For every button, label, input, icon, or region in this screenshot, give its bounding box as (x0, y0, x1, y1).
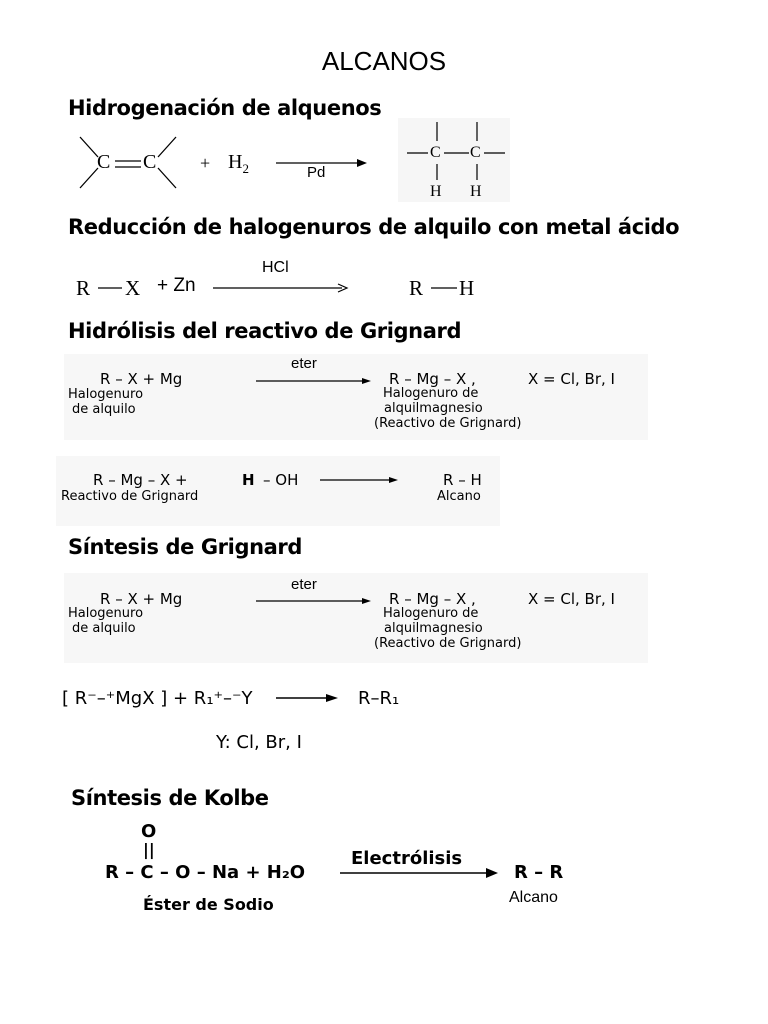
kolbe-double-bond: || (143, 840, 155, 859)
synthesis-eq1-condition: eter (291, 576, 317, 593)
synthesis-eq2-note: Y: Cl, Br, I (216, 732, 302, 753)
synthesis-eq2-right: R–R₁ (358, 688, 400, 709)
hydrolysis-eq2-oh: – OH (263, 471, 299, 489)
section-heading-kolbe: Síntesis de Kolbe (71, 786, 269, 810)
synthesis-eq1-left: R – X + Mg (100, 590, 183, 608)
catalyst-label: Pd (307, 164, 326, 181)
product-carbon-1: C (430, 144, 441, 161)
synthesis-eq1-right: R – Mg – X , (389, 590, 476, 608)
hydrolysis-eq1-right-label2: alquilmagnesio (384, 401, 483, 416)
hydrolysis-eq2-h: H (242, 471, 255, 489)
hydrolysis-eq2-left: R – Mg – X + (93, 471, 188, 489)
hydrolysis-eq1-left: R – X + Mg (100, 370, 183, 388)
synthesis-eq1-left-label2: de alquilo (72, 621, 136, 636)
reduction-product-h: H (459, 276, 475, 300)
reduction-reagent-zn: + Zn (157, 275, 196, 296)
hydrolysis-eq2-left-label: Reactivo de Grignard (61, 489, 199, 504)
hydrolysis-eq1-condition: eter (291, 355, 317, 372)
page-title: ALCANOS (321, 46, 447, 76)
hydrogen-reagent: $H_2$ (228, 151, 249, 176)
hydrolysis-eq2-right-label: Alcano (437, 489, 481, 504)
synthesis-eq1-note: X = Cl, Br, I (528, 590, 615, 608)
kolbe-product-label: Alcano (509, 889, 558, 906)
reduction-catalyst: HCl (262, 259, 289, 276)
hydrolysis-eq1-right-label1: Halogenuro de (383, 386, 479, 401)
section-heading-reduction: Reducción de halogenuros de alquilo con metal ácido (68, 215, 680, 239)
hydrolysis-eq2-right: R – H (443, 471, 482, 489)
hydrolysis-eq1-right: R – Mg – X , (389, 370, 476, 388)
synthesis-eq1-left-label1: Halogenuro (68, 606, 144, 621)
section-heading-hydrogenation: Hidrogenación de alquenos (68, 96, 382, 120)
hydrolysis-eq1-left-label2: de alquilo (72, 402, 136, 417)
kolbe-oxygen: O (141, 821, 157, 842)
synthesis-eq1-right-label2: alquilmagnesio (384, 621, 483, 636)
synthesis-eq1-right-label3: (Reactivo de Grignard) (374, 636, 522, 651)
product-carbon-2: C (470, 144, 481, 161)
hydrolysis-eq1-note: X = Cl, Br, I (528, 370, 615, 388)
hydrolysis-eq1-left-label1: Halogenuro (68, 387, 144, 402)
kolbe-condition: Electrólisis (351, 848, 463, 869)
kolbe-reactant: R – C – O – Na + H₂O (105, 862, 306, 883)
plus-sign: + (200, 153, 211, 173)
kolbe-reactant-label: Éster de Sodio (143, 895, 274, 914)
hydrolysis-eq1-right-label3: (Reactivo de Grignard) (374, 416, 522, 431)
alkene-carbon-1: C (97, 151, 111, 173)
reduction-reactant-r: R (76, 276, 91, 300)
alkene-carbon-2: C (143, 151, 157, 173)
product-hydrogen-2: H (470, 183, 482, 200)
synthesis-eq1-right-label1: Halogenuro de (383, 606, 479, 621)
reduction-product-r: R (409, 276, 424, 300)
reduction-reactant-x: X (125, 276, 141, 300)
product-hydrogen-1: H (430, 183, 442, 200)
section-heading-grignard-hydrolysis: Hidrólisis del reactivo de Grignard (68, 319, 462, 343)
section-heading-grignard-synthesis: Síntesis de Grignard (68, 535, 302, 559)
synthesis-eq2-left: [ R⁻–⁺MgX ] + R₁⁺–⁻Y (62, 688, 253, 709)
kolbe-product: R – R (514, 862, 564, 883)
